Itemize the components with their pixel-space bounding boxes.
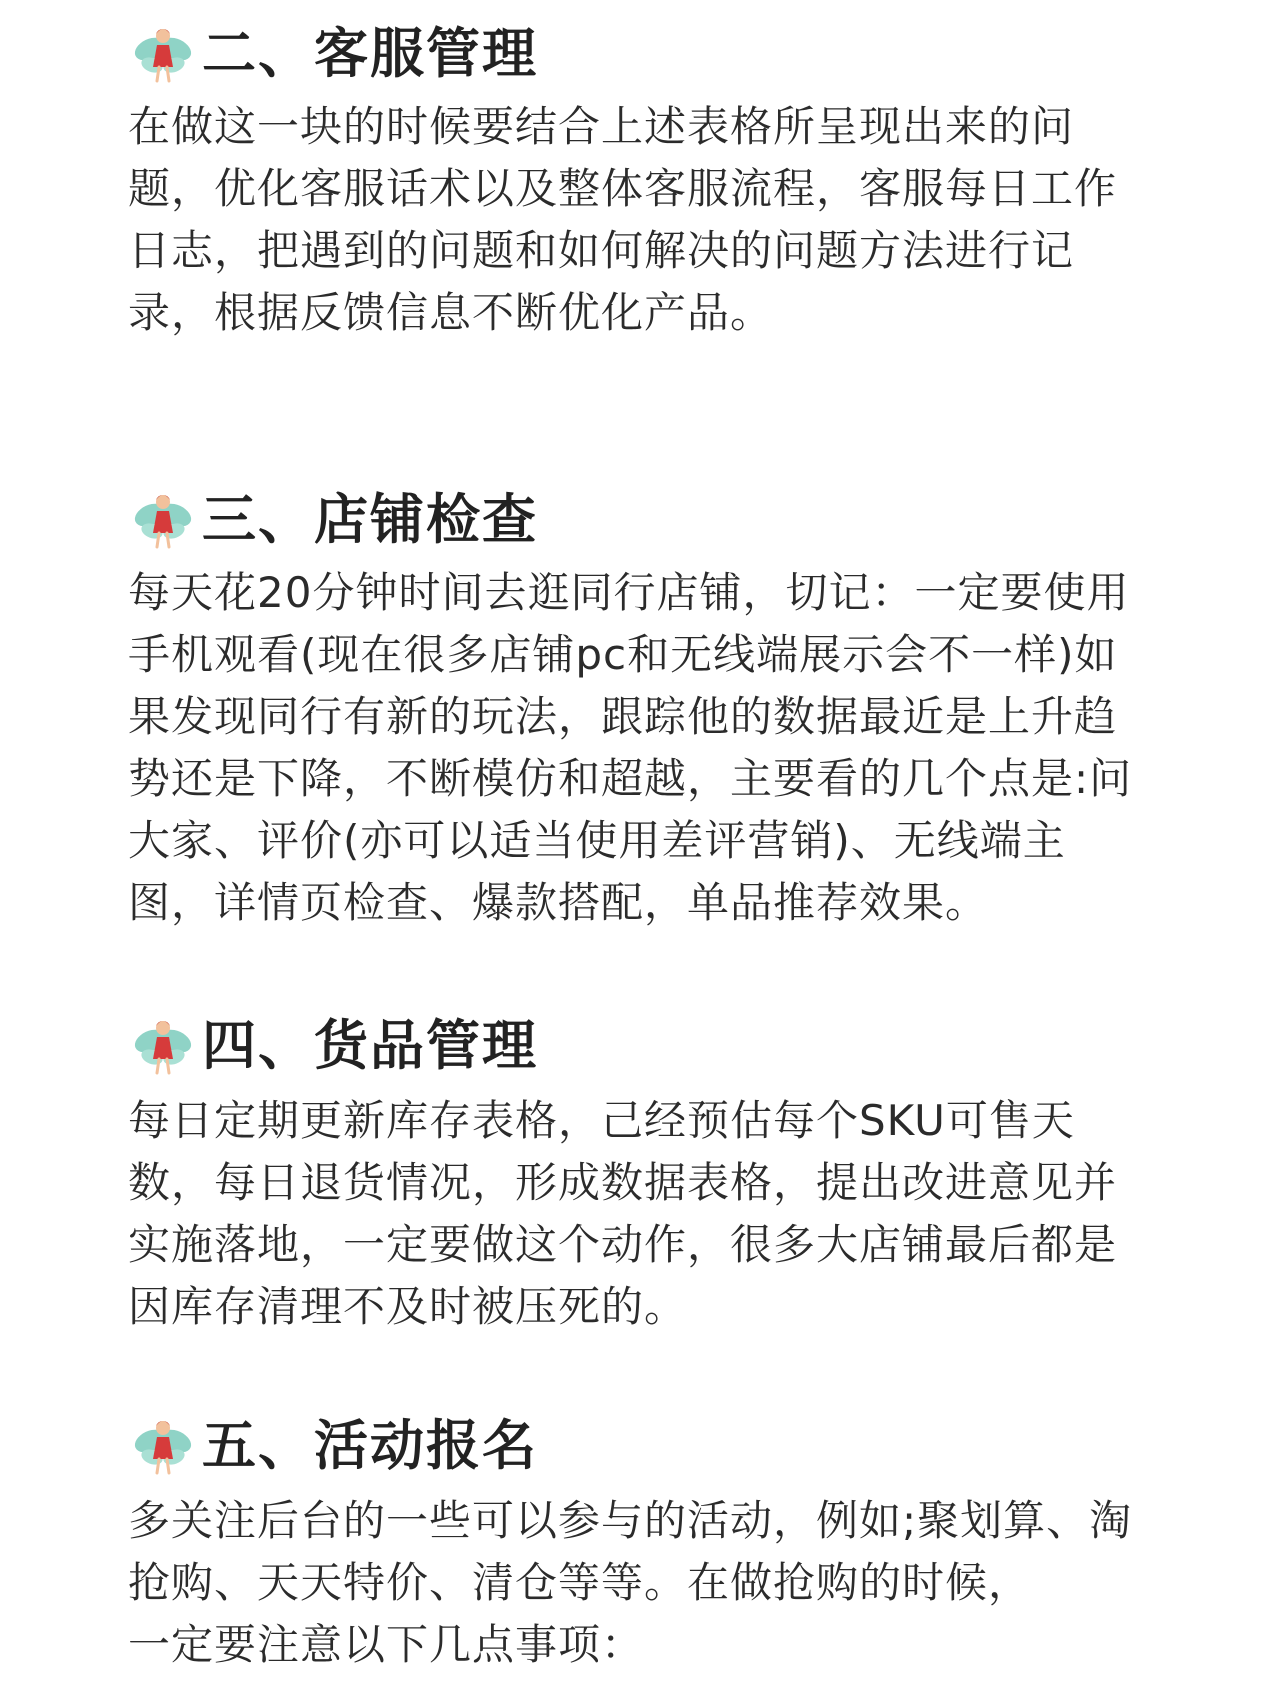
section-body — [128, 562, 1158, 934]
body-line: 每天花20分钟时间去逛同行店铺，切记：一定要使用 — [128, 568, 1130, 617]
section-heading — [128, 1006, 538, 1086]
body-line: 果发现同行有新的玩法，跟踪他的数据最近是上升趋 — [128, 692, 1118, 741]
body-line: 录，根据反馈信息不断优化产品。 — [128, 288, 774, 337]
section-heading — [128, 14, 538, 94]
body-line: 日志，把遇到的问题和如何解决的问题方法进行记 — [128, 226, 1075, 275]
body-line: 题，优化客服话术以及整体客服流程，客服每日工作 — [128, 164, 1118, 213]
body-line: 实施落地，一定要做这个动作，很多大店铺最后都是 — [128, 1220, 1118, 1269]
body-line: 大家、评价(亦可以适当使用差评营销)、无线端主 — [128, 816, 1066, 865]
body-line: 每日定期更新库存表格，己经预估每个SKU可售天 — [128, 1096, 1075, 1145]
fairy-icon — [128, 1411, 198, 1481]
section-heading — [128, 480, 538, 560]
body-line: 抢购、天天特价、清仓等等。在做抢购的时候， — [128, 1558, 1032, 1607]
fairy-icon — [128, 1011, 198, 1081]
fairy-icon — [128, 485, 198, 555]
body-line: 手机观看(现在很多店铺pc和无线端展示会不一样)如 — [128, 630, 1118, 679]
body-line: 多关注后台的一些可以参与的活动，例如;聚划算、淘 — [128, 1496, 1133, 1545]
body-line: 图，详情页检查、爆款搭配，单品推荐效果。 — [128, 878, 989, 927]
section-body — [128, 96, 1158, 344]
section-title: 二、客服管理 — [202, 22, 538, 85]
body-line: 数，每日退货情况，形成数据表格，提出改进意见并 — [128, 1158, 1118, 1207]
section-heading — [128, 1406, 538, 1486]
fairy-icon — [128, 19, 198, 89]
section-title: 四、货品管理 — [202, 1014, 538, 1077]
section-title: 三、店铺检查 — [202, 488, 538, 551]
section-title: 五、活动报名 — [202, 1414, 538, 1477]
body-line: 势还是下降，不断模仿和超越，主要看的几个点是:问 — [128, 754, 1133, 803]
section-body — [128, 1090, 1158, 1338]
body-line: 在做这一块的时候要结合上述表格所呈现出来的问 — [128, 102, 1075, 151]
section-body — [128, 1490, 1158, 1676]
body-line: 因库存清理不及时被压死的。 — [128, 1282, 688, 1331]
body-line: 一定要注意以下几点事项： — [128, 1620, 645, 1669]
